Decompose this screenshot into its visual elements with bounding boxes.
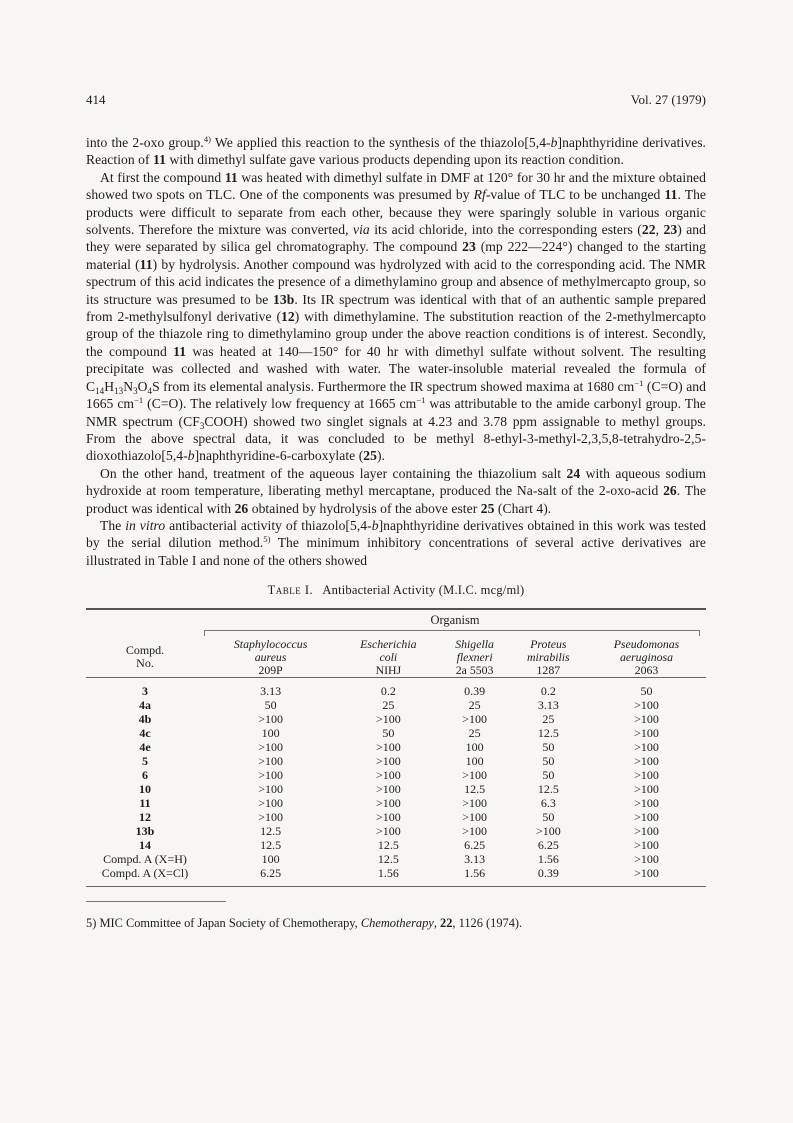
mic-value-cell: 25 — [468, 698, 481, 713]
compound-ref: 23 — [663, 222, 678, 238]
mic-value-cell: 1.56 — [377, 866, 399, 881]
mic-value-cell: 12.5 — [377, 838, 399, 853]
mic-value-cell: 3.13 — [464, 852, 486, 867]
compound-ref: 12 — [281, 309, 295, 325]
mic-value-cell: 100 — [261, 852, 280, 867]
compound-ref: 25 — [363, 448, 377, 464]
mic-value-cell: 25 — [542, 712, 555, 727]
compound-ref: 11 — [224, 169, 238, 185]
table-row — [86, 824, 706, 838]
mic-value-cell: 50 — [542, 740, 555, 755]
mic-value-cell: 0.2 — [380, 684, 396, 699]
mic-value-cell: >100 — [462, 768, 487, 783]
paragraph-4: The in vitro antibacterial activity of thiazolo[5,4-b]naphthyridine derivatives obtained in this work was tested by the serial dilution method.$^{5)}$ The minimum inhibitory concentrations of several active derivatives are illustrated in Table I and none of the others showed — [86, 517, 707, 568]
compd-header: Compd. No. — [125, 642, 165, 670]
compound-cell: 6 — [142, 768, 148, 783]
compound-cell: 4b — [138, 712, 152, 727]
compound-cell: Compd. A (X=Cl) — [101, 866, 189, 881]
mic-value-cell: 6.25 — [260, 866, 282, 881]
organism-column-header: Staphylococcus aureus 209P — [233, 637, 308, 678]
mic-value-cell: 0.39 — [537, 866, 559, 881]
superscript: −1 — [134, 395, 144, 406]
compound-ref: 25 — [480, 500, 495, 516]
italic-term: via — [353, 222, 370, 238]
mic-value-cell: 50 — [542, 810, 555, 825]
mic-value-cell: >100 — [462, 796, 487, 811]
page-header — [86, 92, 706, 114]
compound-ref: 23 — [462, 239, 476, 255]
italic-term: b — [371, 517, 379, 533]
compound-cell: 11 — [139, 796, 151, 811]
mic-value-cell: 6.25 — [464, 838, 486, 853]
organism-header: Organism — [430, 612, 480, 627]
table-row — [86, 852, 706, 866]
compound-cell: 3 — [142, 684, 148, 699]
compound-ref: 11 — [139, 256, 153, 272]
compound-cell: 14 — [139, 838, 151, 853]
table-row — [86, 768, 706, 782]
compound-ref: 22 — [641, 222, 656, 238]
compound-cell: 4e — [139, 740, 151, 755]
mic-value-cell: 12.5 — [464, 782, 486, 797]
mic-value-cell: 12.5 — [260, 838, 282, 853]
organism-column-header: Proteus mirabilis 1287 — [527, 637, 570, 678]
mic-value-cell: >100 — [258, 712, 283, 727]
mic-value-cell: 50 — [542, 754, 555, 769]
mic-value-cell: 1.56 — [537, 852, 559, 867]
mic-value-cell: >100 — [258, 740, 283, 755]
mic-value-cell: >100 — [375, 782, 401, 797]
mic-value-cell: >100 — [258, 754, 283, 769]
paragraph-2: At first the compound 11 was heated with dimethyl sulfate in DMF at 120° for 30 hr and the mixture obtained showed two spots on TLC. One of the components was presumed by Rf-value of TLC to be unchanged 11. The products were difficult to separate from each other, because they were sparingly soluble in various organic solvents. Therefore the mixture was converted, via its acid chloride, into the corresponding esters (22, 23) and they were separated by silica gel chromatography. The compound 23 (mp 222—224°) changed to the starting material (11) by hydrolysis. Another compound was hydrolyzed with acid to the corresponding acid. The NMR spectrum of this acid indicates the presence of a dimethylamino group and absence of methylmercapto group, so its structure was presumed to be 13b. Its IR spectrum was identical with that of an authentic sample prepared from 2-methylsulfonyl derivative (12) with dimethylamine. The substitution reaction of the 2-methylmercapto group of the thiazole ring to dimethylamino group under the above reaction conditions is of interest. Secondly, the compound 11 was heated at 140—150° for 40 hr with dimethyl sulfate without solvent. The resulting precipitate was collected and washed with water. The water-insoluble material revealed the formula of $C_{14}H_{13}N_3O_4S$ from its elemental analysis. Furthermore the IR spectrum showed maxima at 1680 $cm^{-1}$ (C=O) and 1665 $cm^{-1}$ (C=O). The relatively low frequency at 1665 $cm^{-1}$ was attributable to the amide carbonyl group. The NMR spectrum $(CF_3COOH)$ showed two singlet signals at 4.23 and 3.78 ppm assignable to methyl groups. From the above spectral data, it was concluded to be methyl 8-ethyl-3-methyl-2,3,5,8-tetrahydro-2,5-dioxothiazolo[5,4-b]naphthyridine-6-carboxylate (25). — [86, 169, 707, 464]
mic-value-cell: >100 — [634, 796, 659, 811]
mic-value-cell: >100 — [258, 796, 283, 811]
compound-cell: 10 — [139, 782, 151, 797]
compound-ref: 11 — [173, 343, 187, 359]
compound-ref: 11 — [664, 187, 678, 203]
table-corner — [86, 609, 204, 630]
compound-ref: 13b — [273, 291, 295, 307]
footnote-rule — [86, 901, 226, 902]
volume-label: Vol. 27 (1979) — [630, 92, 706, 107]
mic-value-cell: 12.5 — [377, 852, 399, 867]
mic-value-cell: >100 — [634, 824, 659, 839]
mic-value-cell: >100 — [634, 838, 659, 853]
mic-value-cell: >100 — [634, 810, 659, 825]
subscript: 3 — [133, 385, 138, 396]
mic-value-cell: >100 — [634, 782, 659, 797]
superscript: 4) — [203, 134, 212, 144]
compound-cell: Compd. A (X=H) — [103, 852, 187, 867]
subscript: 4 — [147, 385, 153, 396]
italic-term: in vitro — [125, 517, 166, 533]
mic-value-cell: >100 — [634, 712, 659, 727]
mic-value-cell: >100 — [634, 754, 659, 769]
body-text — [86, 134, 706, 569]
subscript: 13 — [114, 385, 124, 396]
compound-ref: 26 — [234, 500, 249, 516]
table-caption — [86, 583, 706, 598]
italic-term: b — [187, 448, 195, 464]
mic-value-cell: >100 — [634, 726, 659, 741]
compound-cell: 12 — [139, 810, 151, 825]
mic-value-cell: >100 — [258, 810, 283, 825]
mic-value-cell: >100 — [375, 712, 401, 727]
table-row — [86, 698, 706, 712]
organism-column-header: Shigella flexneri 2a 5503 — [455, 637, 494, 678]
mic-value-cell: >100 — [375, 740, 401, 755]
page-number: 414 — [86, 92, 106, 107]
mic-value-cell: >100 — [634, 852, 659, 867]
mic-value-cell: >100 — [375, 796, 401, 811]
mic-value-cell: 6.3 — [540, 796, 556, 811]
mic-value-cell: 50 — [264, 698, 277, 713]
mic-table — [86, 608, 706, 887]
table-row — [86, 810, 706, 824]
mic-value-cell: >100 — [634, 698, 659, 713]
superscript: −1 — [416, 395, 426, 406]
mic-value-cell: 100 — [465, 754, 484, 769]
table-row — [86, 782, 706, 796]
mic-value-cell: 50 — [640, 684, 653, 699]
compound-cell: 13b — [135, 824, 155, 839]
paragraph-1: into the 2-oxo group.$^{4)}$ We applied this reaction to the synthesis of the thiazolo[5,4-b]naphthyridine derivatives. Reaction of 11 with dimethyl sulfate gave various products depending upon its reaction condition. — [86, 134, 706, 168]
mic-value-cell: 25 — [468, 726, 481, 741]
paragraph-3: On the other hand, treatment of the aqueous layer containing the thiazolium salt 24 with aqueous sodium hydroxide at room temperature, liberating methyl mercaptane, produced the Na-salt of the 2-oxo-acid 26. The product was identical with 26 obtained by hydrolysis of the above ester 25 (Chart 4). — [86, 465, 706, 516]
mic-value-cell: 50 — [542, 768, 555, 783]
mic-value-cell: >100 — [375, 824, 401, 839]
compound-ref: 26 — [663, 483, 677, 499]
superscript: −1 — [634, 377, 644, 388]
mic-value-cell: >100 — [462, 810, 487, 825]
mic-value-cell: 1.56 — [464, 866, 486, 881]
mic-value-cell: >100 — [634, 740, 659, 755]
subscript: 14 — [95, 385, 105, 396]
table-row — [86, 866, 706, 880]
compound-cell: 4a — [139, 698, 151, 713]
compound-ref: 11 — [153, 152, 166, 168]
mic-value-cell: 50 — [382, 726, 395, 741]
mic-value-cell: >100 — [258, 768, 283, 783]
table-row — [86, 838, 706, 852]
mic-value-cell: >100 — [535, 824, 561, 839]
mic-value-cell: >100 — [258, 782, 283, 797]
footnote: 5) MIC Committee of Japan Society of Chemotherapy, Chemotherapy, 22, 1126 (1974). — [86, 916, 523, 931]
mic-value-cell: 12.5 — [537, 726, 559, 741]
mic-value-cell: 3.13 — [260, 684, 282, 699]
compound-cell: 5 — [142, 754, 148, 769]
compound-cell: 4c — [139, 726, 151, 741]
journal-page — [86, 92, 706, 931]
mic-value-cell: >100 — [375, 754, 401, 769]
italic-term: Rf — [473, 187, 486, 203]
mic-value-cell: >100 — [462, 824, 487, 839]
mic-value-cell: 100 — [261, 726, 280, 741]
table-title: Antibacterial Activity (M.I.C. mcg/ml) — [322, 583, 525, 598]
organism-column-header: Escherichia coli NIHJ — [360, 637, 417, 678]
mic-value-cell: 100 — [465, 740, 484, 755]
compound-ref: 24 — [566, 465, 581, 481]
table-row — [86, 796, 706, 810]
table-row — [86, 740, 706, 754]
table-row — [86, 754, 706, 768]
mic-value-cell: 12.5 — [537, 782, 559, 797]
mic-value-cell: 6.25 — [537, 838, 559, 853]
mic-value-cell: 12.5 — [260, 824, 282, 839]
mic-value-cell: 25 — [382, 698, 395, 713]
mic-value-cell: 0.2 — [540, 684, 556, 699]
table-row — [86, 684, 706, 698]
mic-value-cell: >100 — [634, 768, 659, 783]
mic-value-cell: >100 — [375, 768, 401, 783]
superscript: 5) — [263, 534, 271, 545]
mic-value-cell: >100 — [634, 866, 659, 881]
mic-value-cell: >100 — [375, 810, 401, 825]
subscript: 3 — [199, 420, 205, 431]
table-row — [86, 726, 706, 740]
italic-term: b — [550, 135, 558, 150]
mic-value-cell: 3.13 — [537, 698, 559, 713]
table-row — [86, 712, 706, 726]
table-label: Table I. — [267, 583, 314, 598]
organism-column-header: Pseudomonas aeruginosa 2063 — [613, 637, 680, 678]
mic-value-cell: 0.39 — [464, 684, 486, 699]
mic-value-cell: >100 — [462, 712, 487, 727]
